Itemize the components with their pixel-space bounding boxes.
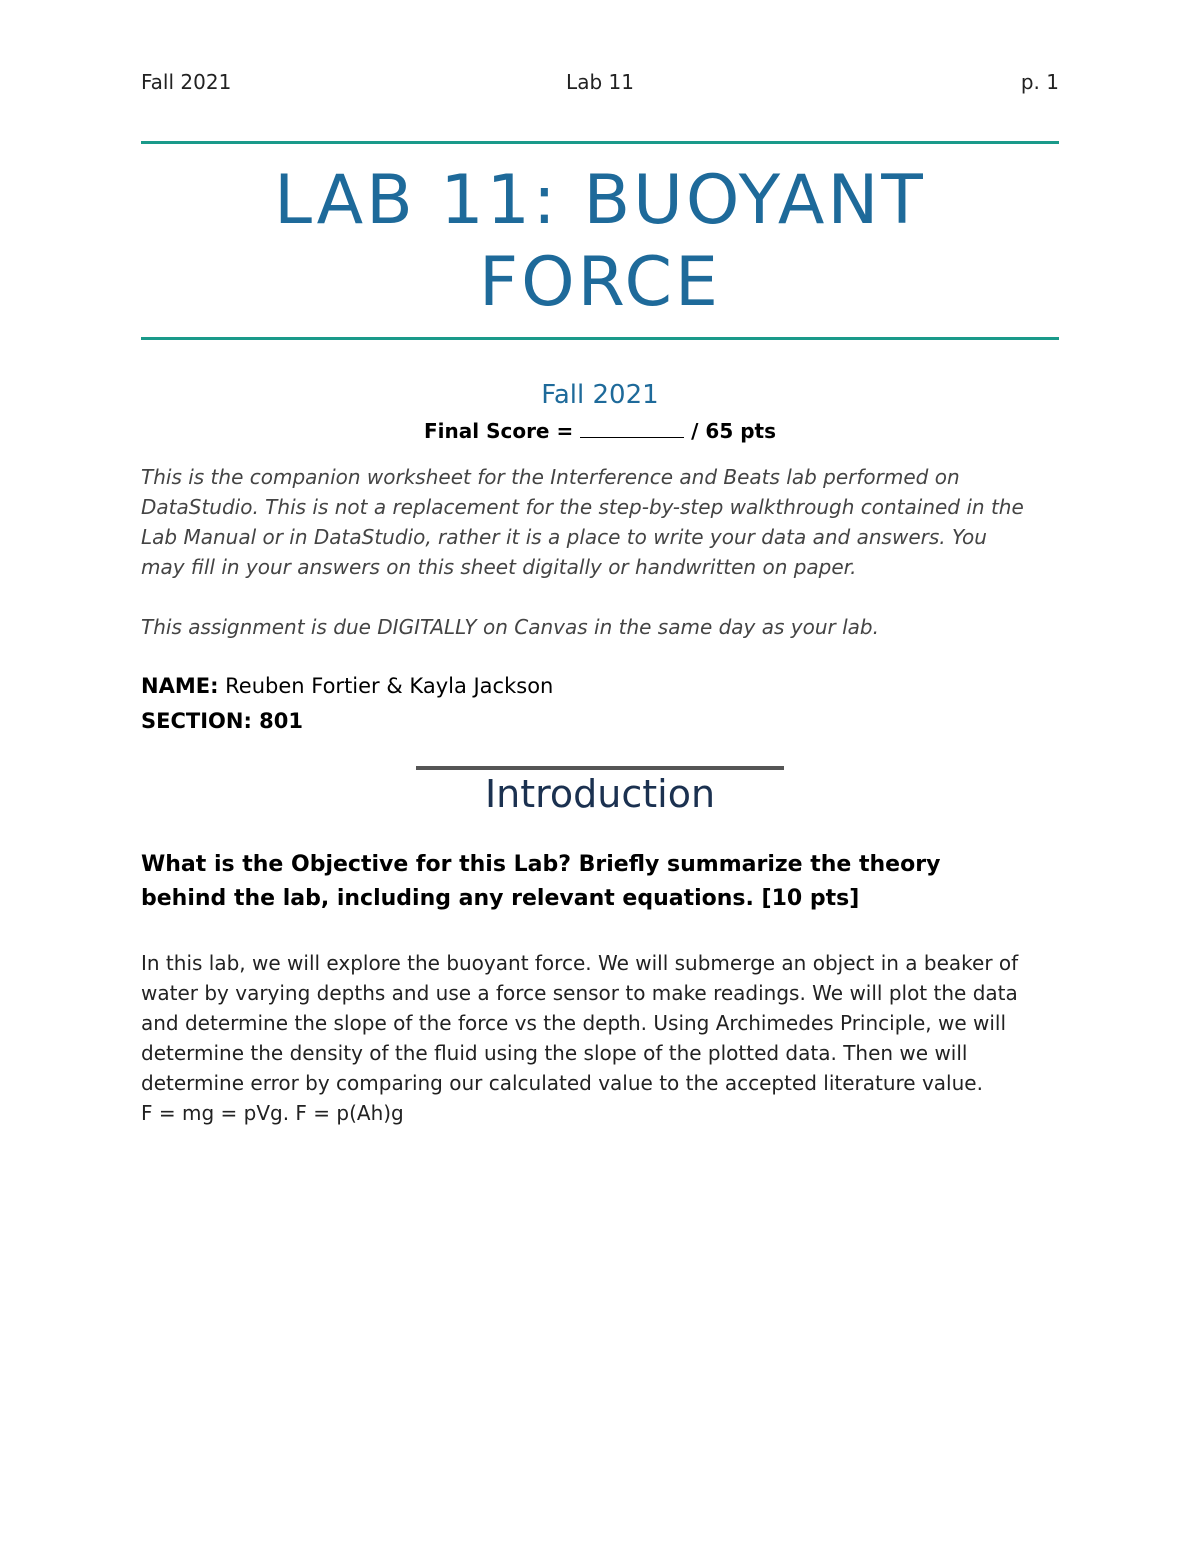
title-top-rule [141,141,1059,144]
description-line: Lab Manual or in DataStudio, rather it is a place to write your data and answers. You [141,525,987,549]
description-line: DataStudio. This is not a replacement for the step-by-step walkthrough contained in the [141,495,1024,519]
final-score-suffix: / 65 pts [684,419,776,443]
final-score-blank[interactable] [580,419,684,438]
term-subtitle: Fall 2021 [541,380,659,410]
name-label: NAME: [141,674,219,698]
description-line: may fill in your answers on this sheet digitally or handwritten on paper. [141,555,857,579]
description-paragraph [141,462,1066,582]
answer-line: determine the density of the fluid using the slope of the plotted data. Then we will [141,1041,968,1065]
answer-line: and determine the slope of the force vs the depth. Using Archimedes Principle, we will [141,1011,1007,1035]
header-lab: Lab 11 [566,70,634,94]
header-term: Fall 2021 [141,70,232,94]
answer-line: determine error by comparing our calculated value to the accepted literature value. [141,1071,983,1095]
title-bottom-rule [141,337,1059,340]
question-line: What is the Objective for this Lab? Briefly summarize the theory [141,852,941,877]
header-page-number: p. 1 [1020,70,1059,94]
final-score [0,419,1200,443]
introduction-rule [416,766,784,770]
section-label: SECTION: 801 [141,709,303,733]
name-field [141,674,553,698]
page-title [141,160,1059,324]
question-line: behind the lab, including any relevant equations. [10 pts] [141,886,860,911]
title-line-1: LAB 11: BUOYANT [274,161,926,240]
answer-line: water by varying depths and use a force sensor to make readings. We will plot the data [141,981,1018,1005]
introduction-heading: Introduction [484,772,716,816]
description-line: This is the companion worksheet for the Interference and Beats lab performed on [141,465,960,489]
name-value: Reuben Fortier & Kayla Jackson [218,674,554,698]
final-score-prefix: Final Score = [424,419,581,443]
equation-line: F = mg = pVg. F = p(Ah)g [141,1101,404,1125]
answer-line: In this lab, we will explore the buoyant force. We will submerge an object in a beaker of [141,951,1019,975]
objective-answer [141,948,1066,1128]
due-note: This assignment is due DIGITALLY on Canvas in the same day as your lab. [141,615,879,639]
section-field [141,709,303,733]
title-line-2: FORCE [479,243,721,322]
objective-question [141,848,1066,916]
